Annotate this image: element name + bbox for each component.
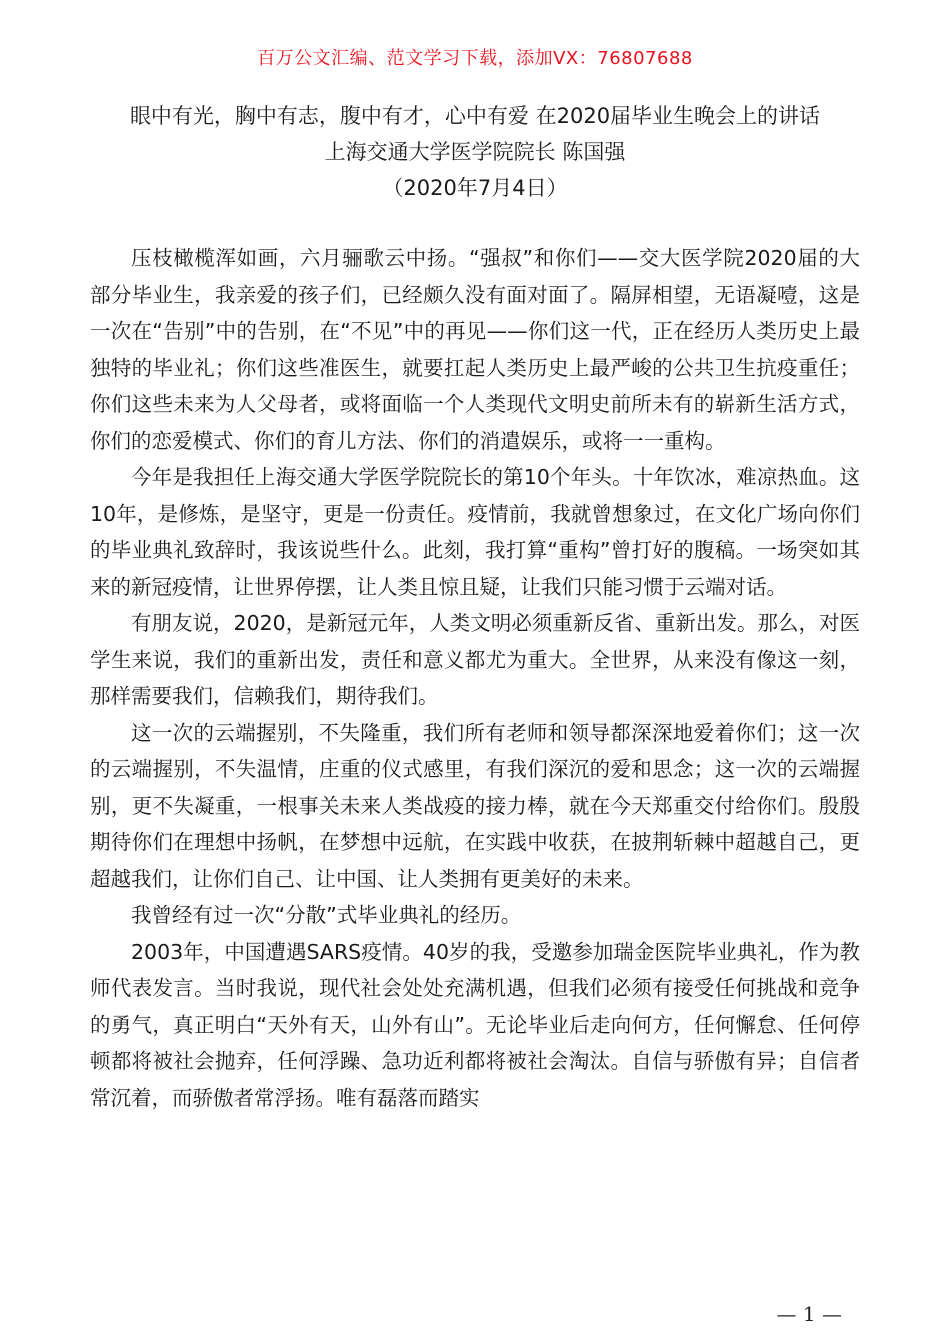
paragraph: 有朋友说，2020，是新冠元年，人类文明必须重新反省、重新出发。那么，对医学生来说，我们的重新出发，责任和意义都尤为重大。全世界，从来没有像这一刻，那样需要我们，信赖我们，期待我们。 <box>90 611 860 708</box>
document-body <box>90 240 860 1116</box>
page-number: — 1 — <box>776 1302 842 1326</box>
document-title: 眼中有光，胸中有志，腹中有才，心中有爱 在2020届毕业生晚会上的讲话 <box>129 104 821 128</box>
header-banner: 百万公文汇编、范文学习下载，添加VX：76807688 <box>257 48 693 69</box>
author-line: 上海交通大学医学院院长 陈国强 <box>324 140 626 164</box>
date-line: （2020年7月4日） <box>382 176 568 200</box>
document-heading <box>0 98 950 206</box>
paragraph: 我曾经有过一次“分散”式毕业典礼的经历。 <box>131 903 522 927</box>
paragraph: 今年是我担任上海交通大学医学院院长的第10个年头。十年饮冰，难凉热血。这10年，是修炼，是坚守，更是一份责任。疫情前，我就曾想象过，在文化广场向你们的毕业典礼致辞时，我该说些什么。此刻，我打算“重构”曾打好的腹稿。一场突如其来的新冠疫情，让世界停摆，让人类且惊且疑，让我们只能习惯于云端对话。 <box>90 465 860 599</box>
paragraph: 2003年，中国遭遇SARS疫情。40岁的我，受邀参加瑞金医院毕业典礼，作为教师代表发言。当时我说，现代社会处处充满机遇，但我们必须有接受任何挑战和竞争的勇气，真正明白“天外有天，山外有山”。无论毕业后走向何方，任何懈怠、任何停顿都将被社会抛弃，任何浮躁、急功近利都将被社会淘汰。自信与骄傲有异；自信者常沉着，而骄傲者常浮扬。唯有磊落而踏实 <box>90 939 860 1110</box>
paragraph: 这一次的云端握别，不失隆重，我们所有老师和领导都深深地爱着你们；这一次的云端握别，不失温情，庄重的仪式感里，有我们深沉的爱和思念；这一次的云端握别，更不失凝重，一根事关未来人类战疫的接力棒，就在今天郑重交付给你们。殷殷期待你们在理想中扬帆，在梦想中远航，在实践中收获，在披荆斩棘中超越自己，更超越我们，让你们自己、让中国、让人类拥有更美好的未来。 <box>90 720 860 891</box>
paragraph: 压枝橄榄浑如画，六月骊歌云中扬。“强叔”和你们——交大医学院2020届的大部分毕业生，我亲爱的孩子们，已经颇久没有面对面了。隔屏相望，无语凝噎，这是一次在“告别”中的告别，在“不见”中的再见——你们这一代，正在经历人类历史上最独特的毕业礼；你们这些准医生，就要扛起人类历史上最严峻的公共卫生抗疫重任；你们这些未来为人父母者，或将面临一个人类现代文明史前所未有的崭新生活方式，你们的恋爱模式、你们的育儿方法、你们的消遣娱乐，或将一一重构。 <box>90 246 860 453</box>
